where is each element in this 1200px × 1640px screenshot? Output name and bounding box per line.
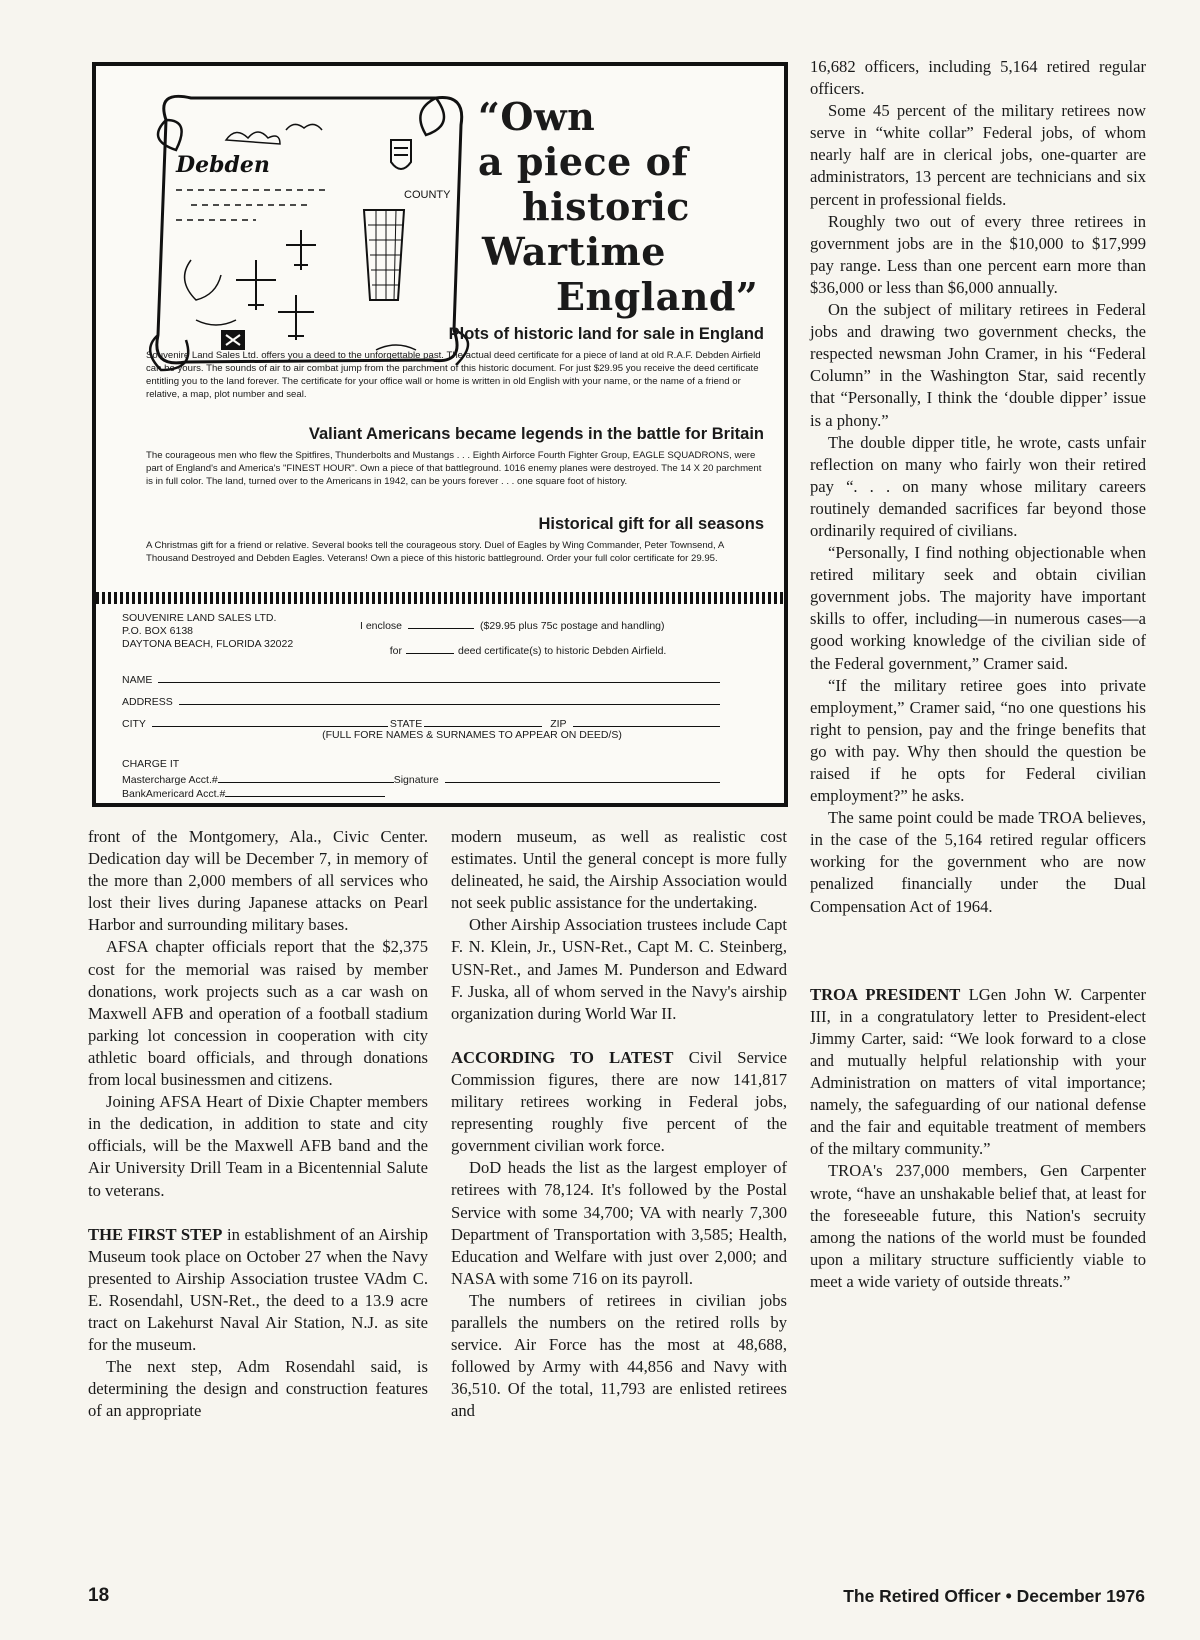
- ad-section-title: Plots of historic land for sale in England: [448, 325, 764, 343]
- charge-label: CHARGE IT: [122, 758, 180, 770]
- paragraph: [810, 1160, 1146, 1293]
- paragraph: [810, 542, 1146, 675]
- paragraph: [451, 826, 787, 914]
- paragraph: [451, 1047, 787, 1157]
- name-field[interactable]: [158, 672, 720, 683]
- paragraph: [810, 56, 1146, 100]
- paragraph-text: The double dipper title, he wrote, casts unfair reflection on many who fairly won their retired pay “. . . on many whose military careers routinely demanded sacrifices far beyond those ordinarily required of civilians.: [810, 432, 1146, 540]
- bankamericard-field[interactable]: [225, 786, 385, 797]
- paragraph-text: LGen John W. Carpenter III, in a congratulatory letter to President-elect Jimmy Carter, said: “We look forward to a close and mutually helpful relationship with your Administration on matters of vital importance; namely, the safeguarding of our national defense and the fair and equitable treatment of members of the miltary community.”: [810, 984, 1146, 1159]
- section-lead: THE FIRST STEP: [88, 1224, 223, 1244]
- paragraph: [810, 984, 1146, 1161]
- article-column-2: [451, 826, 787, 1422]
- headline-line: “Own: [478, 94, 596, 139]
- city-label: CITY: [122, 718, 146, 730]
- zip-field[interactable]: [573, 716, 720, 727]
- ad-section-title: Valiant Americans became legends in the battle for Britain: [308, 425, 764, 443]
- paragraph-text: “If the military retiree goes into private employment,” Cramer said, “no one questions his right to pension, pay and the fringe benefits that go with pay. Why then should the question be raised if he opts for Federal civilian employment?” he asks.: [810, 675, 1146, 806]
- paragraph-text: The next step, Adm Rosendahl said, is determining the design and construction features of an appropriate: [88, 1357, 428, 1421]
- paragraph-text: “Personally, I find nothing objectionable when retired military seek and obtain civilian government jobs. The majority have important skills to offer, including—in numerous cases—a good working knowledge of the civilian side of the Federal government,” Cramer said.: [810, 543, 1146, 673]
- name-row: [122, 672, 720, 687]
- section-lead: TROA PRESIDENT: [810, 984, 961, 1004]
- ad-headline: [468, 94, 778, 319]
- ad-section: [146, 324, 764, 401]
- paragraph-text: Roughly two out of every three retirees in government jobs are in the $10,000 to $17,999 pay range. Less than one percent earn more than $36,000 or less than $6,000 annually.: [810, 211, 1146, 297]
- for-label: for: [389, 645, 402, 657]
- state-label: STATE: [389, 718, 423, 730]
- paragraph: [88, 936, 428, 1091]
- enclose-block: [360, 618, 760, 668]
- paragraph-text: The numbers of retirees in civilian jobs parallels the numbers on the retired rolls by service. Air Force has the most at 48,688, followed by Army with 44,856 and Navy with 36,510. Of the total, 11,793 are enlisted retirees and: [451, 1290, 787, 1421]
- address-line: P.O. BOX 6138: [122, 625, 194, 637]
- signature-label: Signature: [393, 774, 439, 786]
- enclose-note: ($29.95 plus 75c postage and handling): [480, 620, 665, 632]
- paragraph-text: On the subject of military retirees in Federal jobs and drawing two government checks, the respected newsman John Cramer, in his “Federal Column” in the Washington Star, said recently that “Personally, I think the ‘double dipper’ issue is a phony.”: [810, 300, 1146, 430]
- paragraph-text: modern museum, as well as realistic cost estimates. Until the general concept is more fully delineated, he said, the Airship Association would not seek public assistance for the undertaking.: [451, 827, 787, 913]
- mastercharge-label: Mastercharge Acct.#: [122, 774, 218, 786]
- paragraph: [88, 1224, 428, 1357]
- coupon-cut-line: [96, 592, 784, 604]
- paragraph: [451, 914, 787, 1024]
- paragraph: [451, 1157, 787, 1290]
- enclose-amount-field[interactable]: [408, 618, 474, 629]
- headline-line: a piece of: [478, 139, 689, 184]
- scroll-word: Debden: [176, 152, 270, 178]
- paragraph-text: DoD heads the list as the largest employer of retirees with 78,124. It's followed by the Postal Service with some 34,700; VA with nearly 7,300 Department of Transportation with 3,585; Health, Education and Welfare with just over 2,000; and NASA with some 716 on its payroll.: [451, 1158, 787, 1288]
- address-line: SOUVENIRE LAND SALES LTD.: [122, 612, 277, 624]
- corner-word: COUNTY: [404, 189, 451, 201]
- mastercharge-row: [122, 772, 720, 787]
- paragraph-text: Some 45 percent of the military retirees now serve in “white collar” Federal jobs, of whom nearly half are in clerical jobs, one-quarter are administrators, 13 percent are technicians and six percent in professional fields.: [810, 101, 1146, 209]
- paragraph: [810, 432, 1146, 542]
- paragraph-text: The same point could be made TROA believes, in the case of the 5,164 retired regular officers working for the government who are now penalized financially under the Dual Compensation Act of 1964.: [810, 808, 1146, 916]
- headline-line: England”: [556, 274, 759, 319]
- mastercharge-field[interactable]: [218, 772, 394, 783]
- paragraph-text: 16,682 officers, including 5,164 retired regular officers.: [810, 57, 1146, 99]
- certificate-count-field[interactable]: [406, 643, 454, 654]
- ad-section-text: A Christmas gift for a friend or relative. Several books tell the courageous story. Duel of Eagles by Wing Commander, Peter Townsend, A Thousand Destroyed and Debden Eagles. Veterans! Own a piece of this historic battleground. Order your full color certificate for 29.95.: [146, 540, 724, 564]
- paragraph: [88, 1091, 428, 1201]
- name-label: NAME: [122, 674, 153, 686]
- paragraph: [810, 675, 1146, 808]
- enclose-label: I enclose: [360, 620, 403, 632]
- paragraph: [810, 211, 1146, 299]
- headline-line: Wartime: [482, 229, 666, 274]
- paragraph-text: in establishment of an Airship Museum took place on October 27 when the Navy presented to Airship Association trustee VAdm C. E. Rosendahl, USN-Ret., the deed to a 13.9 acre tract on Lakehurst Naval Air Station, N.J. as site for the museum.: [88, 1224, 429, 1355]
- advertisement-box: [92, 62, 788, 807]
- page-number: 18: [88, 1585, 110, 1606]
- paragraph-text: TROA's 237,000 members, Gen Carpenter wrote, “have an unshakable belief that, at least for the foreseeable future, this Nation's secruity among the nations of the world must be founded upon a military structure sufficiently viable to meet a wide variety of outside threats.”: [810, 1161, 1146, 1291]
- for-note: deed certificate(s) to historic Debden Airfield.: [458, 645, 667, 657]
- paragraph-text: Civil Service Commission figures, there are now 141,817 military retirees working in Federal jobs, representing roughly five percent of the government civilian work force.: [451, 1047, 787, 1156]
- paragraph: [88, 826, 428, 936]
- paragraph: [88, 1356, 428, 1422]
- address-label: ADDRESS: [122, 696, 173, 708]
- address-field[interactable]: [179, 694, 720, 705]
- bankamericard-row: [122, 786, 422, 801]
- signature-field[interactable]: [445, 772, 720, 783]
- address-row: [122, 694, 720, 709]
- headline-line: historic: [522, 184, 690, 229]
- paragraph: [810, 299, 1146, 432]
- zip-label: ZIP: [550, 718, 567, 730]
- ad-section: [146, 514, 764, 565]
- ad-section: [146, 424, 764, 488]
- paragraph: [810, 807, 1146, 917]
- ad-section-title: Historical gift for all seasons: [538, 515, 764, 533]
- paragraph: [451, 1290, 787, 1423]
- section-lead: ACCORDING TO LATEST: [451, 1047, 674, 1067]
- city-field[interactable]: [152, 716, 388, 727]
- ad-section-text: Souvenire Land Sales Ltd. offers you a deed to the unforgettable past. The actual deed certificate for a piece of land at old R.A.F. Debden Airfield can be yours. The sounds of air to air combat jump from the parchment of this historic document. For just $29.95 you receive the deed certificate entitling you to the land forever. The certificate for your office wall or home is written in old English with your name, or the name of a friend or relative, a map, plot number and seal.: [146, 350, 761, 400]
- paragraph: [810, 100, 1146, 210]
- paragraph-text: front of the Montgomery, Ala., Civic Center. Dedication day will be December 7, in memory of the more than 2,000 members of all services who lost their lives during Japanese attacks on Pearl Harbor and surrounding military bases.: [88, 827, 428, 935]
- mailing-address: [122, 612, 362, 651]
- state-field[interactable]: [424, 716, 542, 727]
- paragraph-text: Other Airship Association trustees include Capt F. N. Klein, Jr., USN-Ret., Capt M. C. Steinberg, USN-Ret., and James M. Punderson and Edward F. Juska, all of whom served in the Navy's airship organization during World War II.: [451, 915, 787, 1023]
- article-column-3: [810, 56, 1146, 1293]
- article-column-1: [88, 826, 428, 1422]
- address-line: DAYTONA BEACH, FLORIDA 32022: [122, 638, 294, 650]
- ad-section-text: The courageous men who flew the Spitfires, Thunderbolts and Mustangs . . . Eighth Airforce Fourth Fighter Group, EAGLE SQUADRONS, were part of England's and America's "FINEST HOUR". Own a piece of that battleground. 1016 enemy planes were destroyed. The 14 X 20 parchment is in full color. The land, turned over to the Americans in 1942, can be yours forever . . . one square foot of history.: [146, 450, 762, 487]
- bankamericard-label: BankAmericard Acct.#: [122, 788, 226, 800]
- paragraph-text: AFSA chapter officials report that the $2,375 cost for the memorial was raised by member donations, work projects such as a car wash on Maxwell AFB and operation of a football stadium parking lot concession in cooperation with city athletic board officials, and through donations from local businessmen and citizens.: [88, 937, 428, 1090]
- names-note: (FULL FORE NAMES & SURNAMES TO APPEAR ON DEED/S): [322, 729, 622, 741]
- paragraph-text: Joining AFSA Heart of Dixie Chapter members in the dedication, in addition to state and city officials, will be the Maxwell AFB band and the Air University Drill Team in a Bicentennial Salute to veterans.: [88, 1092, 428, 1200]
- publication-footer: The Retired Officer • December 1976: [843, 1586, 1145, 1606]
